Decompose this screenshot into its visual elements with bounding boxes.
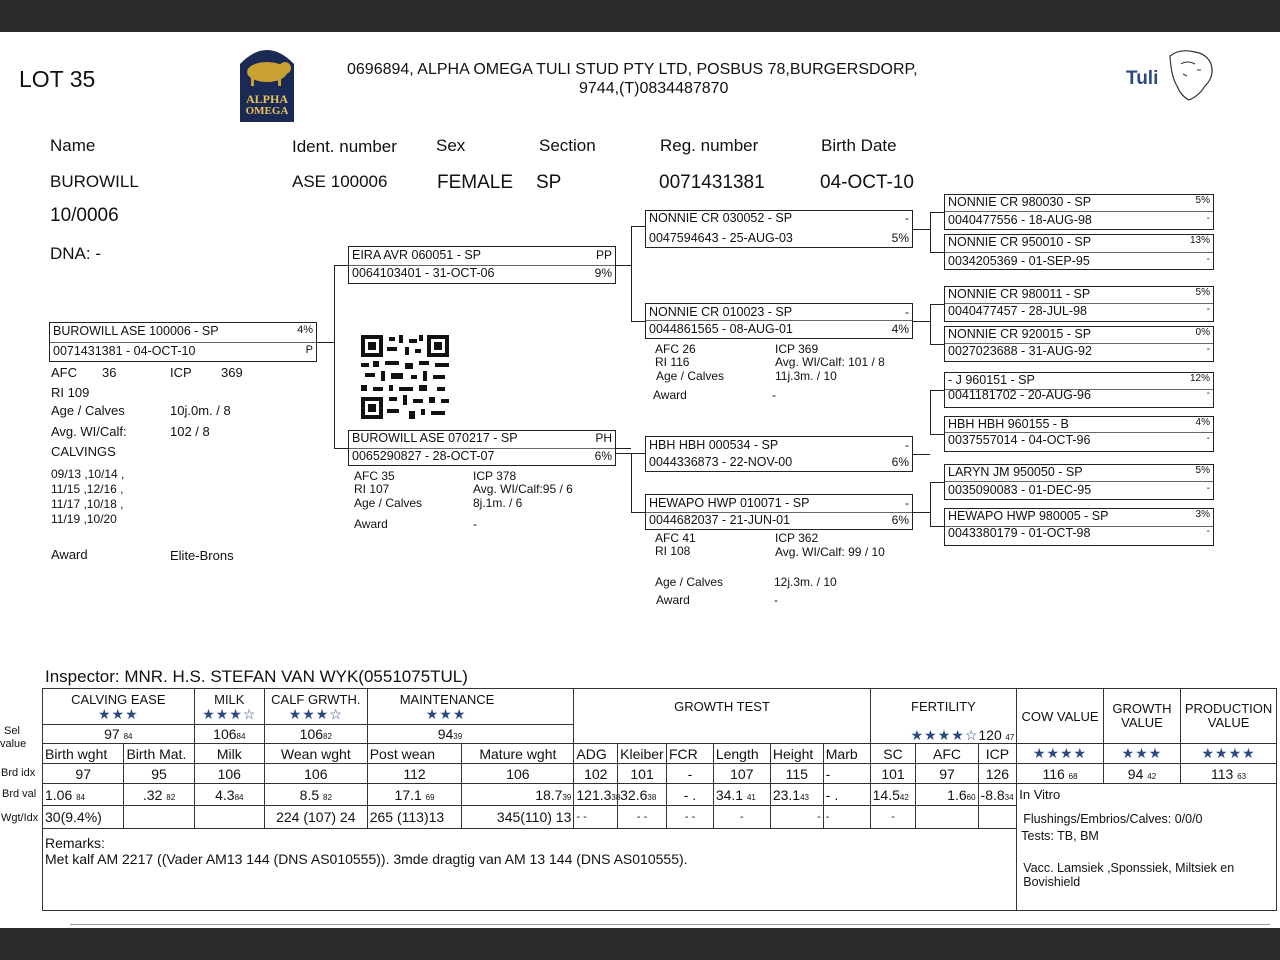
- connector-line: [334, 265, 348, 266]
- animal-ident: ASE 100006: [292, 172, 388, 191]
- dam-title: BUROWILL ASE 070217 - SP: [352, 431, 518, 445]
- great-grandparent-box: [944, 234, 1214, 270]
- remarks-label: Remarks:: [45, 835, 105, 851]
- sire-line2: 0064103401 - 31-OCT-06: [352, 266, 495, 280]
- connector-line: [930, 212, 931, 252]
- calvings-line: 09/13 ,10/14 ,: [51, 467, 125, 481]
- vacc-line1: Vacc. Lamsiek ,Sponssiek, Miltsiek en: [1023, 860, 1235, 875]
- self-wi-label: Avg. WI/Calf:: [51, 424, 127, 439]
- ggp-title: LARYN JM 950050 - SP: [948, 465, 1083, 479]
- self-age-label: Age / Calves: [51, 403, 125, 418]
- wgt-cell: -: [870, 806, 916, 829]
- connector-line: [631, 512, 645, 513]
- wgt-cell: 224 (107) 24: [264, 806, 367, 829]
- brd-idx-cell: 106: [462, 764, 574, 784]
- great-grandparent-box: [944, 464, 1214, 500]
- brd-idx-cell: 101: [618, 764, 667, 784]
- calving-stars: ★★★: [98, 705, 139, 722]
- ggp-pct: 13%: [1189, 235, 1210, 246]
- gp2-age: 11j.3m. / 10: [775, 369, 837, 383]
- brd-idx-row: [43, 764, 1277, 784]
- wgt-cell: [978, 806, 1017, 829]
- ggp-pct: 12%: [1189, 373, 1210, 384]
- gp-pct: 4%: [891, 322, 909, 336]
- wgt-cell: -: [823, 806, 870, 829]
- connector-line: [930, 344, 944, 345]
- group-maintenance: MAINTENANCE ★★★: [367, 689, 574, 725]
- connector-line: [930, 304, 931, 344]
- brd-idx-cell: 102: [574, 764, 618, 784]
- gp2-age-label: Age / Calves: [656, 369, 725, 383]
- self-icp: 369: [221, 365, 243, 380]
- brd-val-cell: 4.384: [194, 784, 264, 806]
- group-production-value: PRODUCTION VALUE: [1181, 689, 1277, 744]
- col-header: Mature wght: [462, 744, 574, 764]
- vacc-line2: Bovishield: [1023, 874, 1081, 889]
- connector-line: [930, 390, 944, 391]
- sire-box: [348, 246, 616, 284]
- reg-label: Reg. number: [660, 136, 759, 155]
- self-age: 10j.0m. / 8: [170, 403, 231, 418]
- row-label-sel: Sel: [4, 725, 20, 737]
- group-cow-value: COW VALUE: [1017, 689, 1104, 744]
- self-ri: RI 109: [51, 385, 90, 400]
- gp-code: -: [905, 438, 909, 452]
- group-fertility: FERTILITY ★★★★☆120 47: [870, 689, 1017, 744]
- brd-val-cell: - .: [823, 784, 870, 806]
- brd-val-cell: - .: [667, 784, 714, 806]
- sex-label: Sex: [436, 136, 466, 155]
- cow-idx: 116 68: [1017, 764, 1104, 784]
- gp2-afc: AFC 26: [655, 342, 696, 356]
- self-pct: 4%: [297, 324, 313, 336]
- breeding-values-table: [42, 688, 1277, 911]
- self-pedigree-box: [49, 322, 317, 362]
- calf-stars: ★★★☆: [288, 705, 343, 722]
- brd-val-cell: 121.338: [574, 784, 618, 806]
- gp4-award: -: [774, 593, 778, 607]
- col-header: Length: [713, 744, 770, 764]
- self-code: P: [305, 344, 313, 356]
- brd-idx-cell: 126: [978, 764, 1017, 784]
- col-header: ADG: [574, 744, 618, 764]
- connector-line: [631, 321, 645, 322]
- connector-line: [930, 390, 931, 434]
- ggp-code: -: [1206, 304, 1210, 315]
- ggp-line2: 0040477457 - 28-JUL-98: [948, 304, 1087, 318]
- grandparent-box: [645, 436, 913, 472]
- ggp-line2: 0037557014 - 04-OCT-96: [948, 433, 1091, 447]
- gp2-icp: ICP 369: [775, 342, 819, 356]
- connector-line: [930, 482, 944, 483]
- great-grandparent-box: [944, 508, 1214, 546]
- top-bar: [0, 0, 1280, 32]
- gp-line2: 0047594643 - 25-AUG-03: [649, 231, 793, 245]
- wgt-cell: - -: [667, 806, 714, 829]
- flushings: Flushings/Embrios/Calves: 0/0/0: [1017, 806, 1277, 829]
- calvings-line: 11/17 ,10/18 ,: [51, 497, 124, 511]
- brd-idx-cell: 101: [870, 764, 916, 784]
- gp-title: HEWAPO HWP 010071 - SP: [649, 496, 810, 510]
- group-growth-value: GROWTH VALUE: [1103, 689, 1180, 744]
- col-header: Post wean: [367, 744, 462, 764]
- wgt-cell: [916, 806, 978, 829]
- brd-val-cell: 14.542: [870, 784, 916, 806]
- calvings-label: CALVINGS: [51, 444, 116, 459]
- ggp-line2: 0035090083 - 01-DEC-95: [948, 483, 1092, 497]
- alpha-omega-logo: [238, 44, 296, 124]
- gp4-wi: Avg. WI/Calf: 99 / 10: [775, 545, 885, 559]
- animal-number: 10/0006: [50, 205, 119, 226]
- ggp-code: -: [1206, 254, 1210, 265]
- ggp-code: -: [1206, 483, 1210, 494]
- group-milk: MILK ★★★☆: [194, 689, 264, 725]
- dam-pct: 6%: [594, 449, 612, 463]
- tests-vacc-cell: [1017, 829, 1277, 911]
- gp-line2: 0044682037 - 21-JUN-01: [649, 513, 791, 527]
- brd-val-cell: 1.06 84: [43, 784, 124, 806]
- connector-line: [334, 448, 348, 449]
- gp-code: -: [905, 211, 909, 225]
- group-growth-test: GROWTH TEST: [574, 689, 870, 744]
- connector-line: [930, 482, 931, 526]
- connector-line: [913, 454, 930, 455]
- connector-line: [913, 321, 930, 322]
- dam-age-label: Age / Calves: [354, 496, 423, 510]
- sel-maint: 9439: [367, 725, 574, 744]
- tests: Tests: TB, BM: [1021, 828, 1099, 843]
- self-wi: 102 / 8: [170, 424, 210, 439]
- connector-line: [631, 226, 632, 322]
- ggp-pct: 5%: [1195, 465, 1210, 476]
- wgt-row: [43, 806, 1277, 829]
- gp2-award: -: [772, 388, 776, 402]
- brd-val-cell: 8.5 82: [264, 784, 367, 806]
- gp4-age-label: Age / Calves: [655, 575, 724, 589]
- wgt-cell: [124, 806, 194, 829]
- gp-line2: 0044861565 - 08-AUG-01: [649, 322, 793, 336]
- breeder-line2: 9744,(T)0834487870: [579, 80, 729, 97]
- remarks-cell: [43, 829, 1017, 911]
- wgt-cell: - -: [574, 806, 618, 829]
- dam-line2: 0065290827 - 28-OCT-07: [352, 449, 495, 463]
- ggp-pct: 5%: [1195, 195, 1210, 206]
- brd-val-cell: .32 82: [124, 784, 194, 806]
- self-icp-label: ICP: [170, 365, 192, 380]
- gp2-ri: RI 116: [655, 355, 690, 369]
- connector-line: [317, 342, 334, 343]
- ggp-title: HBH HBH 960155 - B: [948, 417, 1069, 431]
- col-header: Height: [770, 744, 823, 764]
- gp-pct: 5%: [891, 231, 909, 245]
- wgt-cell: [194, 806, 264, 829]
- gp-pct: 6%: [891, 455, 909, 469]
- ggp-title: NONNIE CR 980011 - SP: [948, 287, 1091, 301]
- connector-line: [913, 229, 930, 230]
- col-header: Kleiber: [618, 744, 667, 764]
- col-header: ICP: [978, 744, 1017, 764]
- great-grandparent-box: [944, 416, 1214, 452]
- ggp-line2: 0041181702 - 20-AUG-96: [948, 388, 1091, 402]
- ggp-title: - J 960151 - SP: [948, 373, 1035, 387]
- brd-idx-cell: 115: [770, 764, 823, 784]
- col-header: Milk: [194, 744, 264, 764]
- logo-line2: OMEGA: [245, 105, 289, 117]
- lot-number: LOT 35: [19, 66, 96, 92]
- great-grandparent-box: [944, 372, 1214, 408]
- connector-line: [930, 212, 944, 213]
- wgt-cell: -: [713, 806, 770, 829]
- animal-name: BUROWILL: [50, 172, 139, 191]
- connector-line: [913, 512, 930, 513]
- ggp-pct: 5%: [1195, 287, 1210, 298]
- ggp-code: -: [1206, 388, 1210, 399]
- ggp-line2: 0034205369 - 01-SEP-95: [948, 254, 1090, 268]
- ggp-line2: 0040477556 - 18-AUG-98: [948, 213, 1092, 227]
- ggp-pct: 4%: [1195, 417, 1210, 428]
- animal-reg: 0071431381: [659, 172, 765, 193]
- connector-line: [616, 265, 631, 266]
- col-header: Birth Mat.: [124, 744, 194, 764]
- wgt-cell: 30(9.4%): [43, 806, 124, 829]
- sel-calf: 10682: [264, 725, 367, 744]
- ggp-title: NONNIE CR 950010 - SP: [948, 235, 1092, 249]
- gp-pct: 6%: [891, 513, 909, 527]
- fert-stars: ★★★★☆: [910, 727, 979, 743]
- self-award-label: Award: [51, 547, 88, 562]
- brd-idx-cell: 107: [713, 764, 770, 784]
- footer-rule: [70, 924, 1270, 925]
- dam-wi: Avg. WI/Calf:95 / 6: [473, 482, 573, 496]
- connector-line: [334, 265, 335, 449]
- gp2-wi: Avg. WI/Calf: 101 / 8: [775, 355, 885, 369]
- sel-calving: 97 84: [43, 725, 195, 744]
- remarks-text: Met kalf AM 2217 ((Vader AM13 144 (DNS AS010555)). 3mde dragtig van AM 13 144 (DNS AS010555).: [45, 851, 688, 867]
- row-label-value: value: [0, 738, 27, 750]
- qr-code: [361, 335, 449, 419]
- maint-stars: ★★★: [425, 705, 467, 722]
- gp-title: HBH HBH 000534 - SP: [649, 438, 779, 452]
- grandparent-box: [645, 494, 913, 530]
- gp-title: NONNIE CR 010023 - SP: [649, 305, 793, 319]
- brd-val-cell: 23.143: [770, 784, 823, 806]
- gv-stars: ★★★: [1103, 744, 1180, 764]
- dam-icp: ICP 378: [473, 469, 517, 483]
- ident-label: Ident. number: [292, 137, 397, 156]
- ggp-title: NONNIE CR 920015 - SP: [948, 327, 1092, 341]
- gp-title: NONNIE CR 030052 - SP: [649, 211, 793, 225]
- connector-line: [631, 453, 632, 513]
- birth-label: Birth Date: [821, 136, 897, 155]
- section-label: Section: [539, 136, 596, 155]
- gp-code: -: [905, 305, 909, 319]
- ggp-title: HEWAPO HWP 980005 - SP: [948, 509, 1109, 523]
- col-header: FCR: [667, 744, 714, 764]
- row-label-wgt: Wgt/Idx: [1, 812, 39, 824]
- col-header: SC: [870, 744, 916, 764]
- pv-idx: 113 63: [1181, 764, 1277, 784]
- gp4-ri: RI 108: [655, 544, 691, 558]
- ggp-code: -: [1206, 526, 1210, 537]
- connector-line: [616, 453, 645, 454]
- great-grandparent-box: [944, 326, 1214, 362]
- ggp-line2: 0027023688 - 31-AUG-92: [948, 344, 1092, 358]
- gp2-award-label: Award: [653, 388, 687, 402]
- brd-idx-cell: -: [667, 764, 714, 784]
- self-line2: 0071431381 - 04-OCT-10: [53, 344, 196, 358]
- brd-val-cell: 18.739: [462, 784, 574, 806]
- gp4-award-label: Award: [656, 593, 690, 607]
- col-header: Birth wght: [43, 744, 124, 764]
- wgt-cell: -: [770, 806, 823, 829]
- wgt-cell: 345(110) 13: [462, 806, 574, 829]
- logo-line1: ALPHA: [246, 92, 288, 106]
- sel-milk: 10684: [194, 725, 264, 744]
- dam-code: PH: [595, 431, 612, 445]
- fert-sel-value: 120: [978, 727, 1002, 743]
- great-grandparent-box: [944, 194, 1214, 230]
- connector-line: [930, 304, 944, 305]
- name-label: Name: [50, 136, 96, 155]
- gp-line2: 0044336873 - 22-NOV-00: [649, 455, 793, 469]
- grandparent-box: [645, 210, 913, 248]
- brd-idx-cell: 97: [916, 764, 978, 784]
- connector-line: [930, 434, 944, 435]
- cow-stars: ★★★★: [1017, 744, 1104, 764]
- group-calving-ease: CALVING EASE ★★★: [43, 689, 195, 725]
- brd-idx-cell: 112: [367, 764, 462, 784]
- ggp-code: -: [1206, 213, 1210, 224]
- sire-pct: 9%: [594, 266, 612, 280]
- self-award: Elite-Brons: [170, 548, 234, 563]
- brd-val-cell: 17.1 69: [367, 784, 462, 806]
- row-label-brd-val: Brd val: [2, 788, 37, 800]
- self-afc: 36: [102, 365, 117, 380]
- tuli-logo: [1125, 46, 1217, 106]
- wgt-cell: - -: [618, 806, 667, 829]
- gp4-icp: ICP 362: [775, 531, 819, 545]
- brd-val-cell: 32.638: [618, 784, 667, 806]
- sire-code: PP: [595, 248, 612, 262]
- ggp-code: -: [1206, 433, 1210, 444]
- group-calf-growth: CALF GRWTH. ★★★☆: [264, 689, 367, 725]
- wgt-cell: 265 (113)13: [367, 806, 462, 829]
- ggp-code: -: [1206, 344, 1210, 355]
- brd-val-cell: 1.660: [916, 784, 978, 806]
- breeder-line1: 0696894, ALPHA OMEGA TULI STUD PTY LTD, POSBUS 78,BURGERSDORP,: [347, 61, 918, 78]
- brd-idx-cell: 97: [43, 764, 124, 784]
- col-header: Wean wght: [264, 744, 367, 764]
- connector-line: [930, 526, 944, 527]
- animal-section: SP: [536, 172, 562, 193]
- ggp-pct: 3%: [1195, 509, 1210, 520]
- gp4-age: 12j.3m. / 10: [774, 575, 837, 589]
- tuli-logo-text: Tuli: [1126, 68, 1159, 89]
- gv-idx: 94 42: [1103, 764, 1180, 784]
- ggp-line2: 0043380179 - 01-OCT-98: [948, 526, 1091, 540]
- self-afc-label: AFC: [51, 365, 77, 380]
- milk-stars: ★★★☆: [202, 705, 257, 722]
- brd-idx-cell: -: [823, 764, 870, 784]
- self-title: BUROWILL ASE 100006 - SP: [53, 324, 219, 338]
- brd-val-cell: 34.1 41: [713, 784, 770, 806]
- dam-afc: AFC 35: [354, 469, 395, 483]
- ggp-pct: 0%: [1195, 327, 1210, 338]
- dam-age: 8j.1m. / 6: [473, 496, 523, 510]
- col-header: AFC: [916, 744, 978, 764]
- connector-line: [631, 226, 645, 227]
- brd-idx-cell: 95: [124, 764, 194, 784]
- inspector: Inspector: MNR. H.S. STEFAN VAN WYK(0551075TUL): [45, 667, 468, 686]
- brd-idx-cell: 106: [264, 764, 367, 784]
- dna-text: DNA: -: [50, 244, 101, 263]
- brd-val-cell: -8.834: [978, 784, 1017, 806]
- gp-code: -: [905, 496, 909, 510]
- dam-box: [348, 430, 616, 466]
- row-label-brd-idx: Brd idx: [1, 767, 36, 779]
- ggp-title: NONNIE CR 980030 - SP: [948, 195, 1092, 209]
- grandparent-box: [645, 303, 913, 339]
- connector-line: [616, 448, 631, 449]
- brd-idx-cell: 106: [194, 764, 264, 784]
- in-vitro: In Vitro: [1017, 784, 1277, 806]
- animal-birth: 04-OCT-10: [820, 172, 914, 193]
- connector-line: [930, 252, 944, 253]
- dam-award-label: Award: [354, 517, 388, 531]
- dam-ri: RI 107: [354, 482, 390, 496]
- header-row: [43, 744, 1277, 764]
- calvings-line: 11/19 ,10/20: [51, 512, 117, 526]
- col-header: Marb: [823, 744, 870, 764]
- bottom-bar: [0, 928, 1280, 960]
- dam-award: -: [473, 517, 477, 531]
- brd-val-row: [43, 784, 1277, 806]
- pv-stars: ★★★★: [1181, 744, 1277, 764]
- gp4-afc: AFC 41: [655, 531, 696, 545]
- great-grandparent-box: [944, 286, 1214, 322]
- animal-sex: FEMALE: [437, 172, 514, 193]
- sire-title: EIRA AVR 060051 - SP: [352, 248, 482, 262]
- calvings-line: 11/15 ,12/16 ,: [51, 482, 124, 496]
